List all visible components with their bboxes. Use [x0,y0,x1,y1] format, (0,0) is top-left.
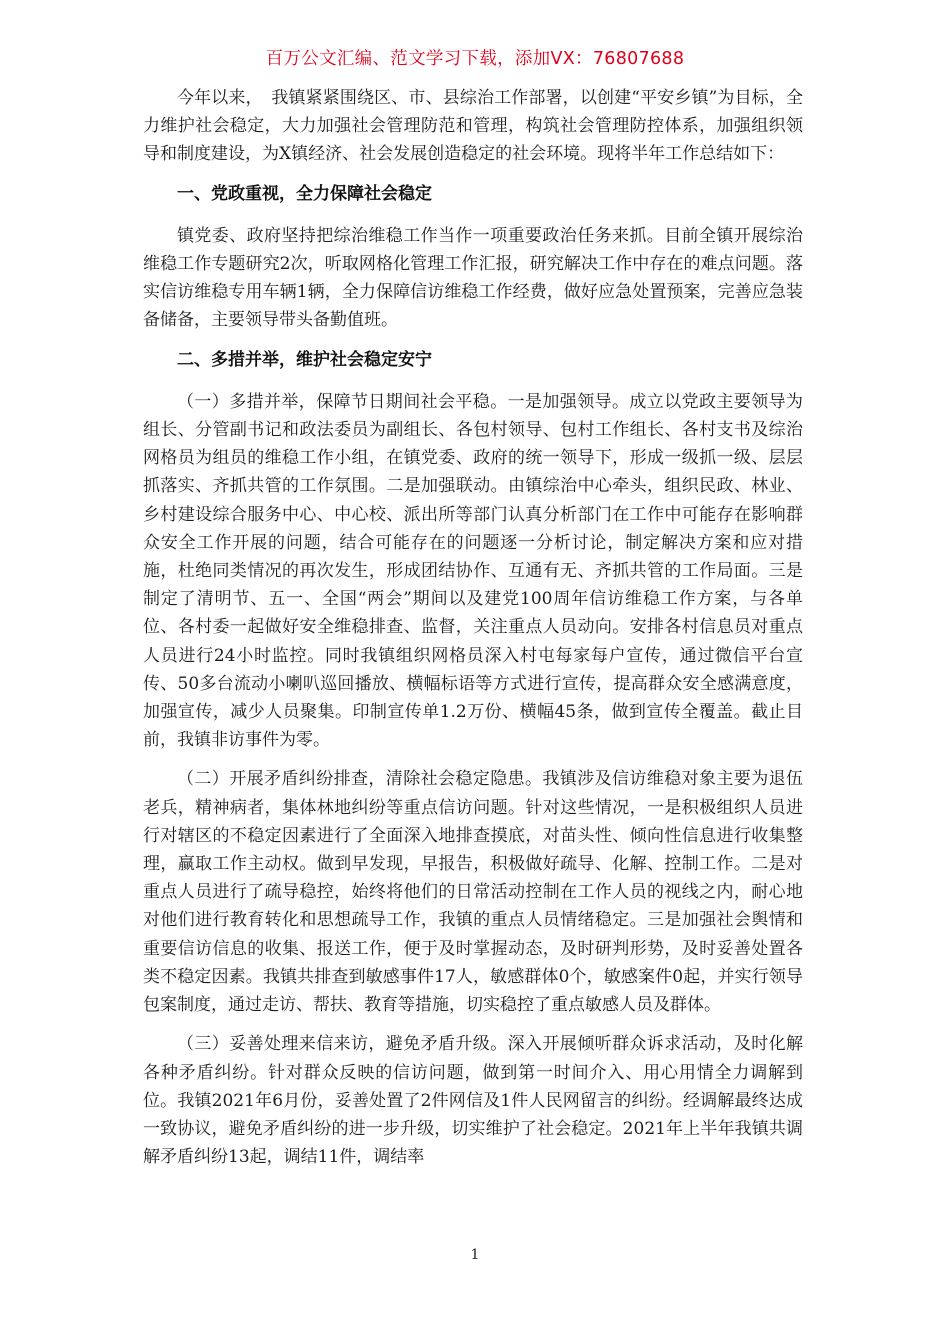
section-2-heading: 二、多措并举，维护社会稳定安宁 [177,349,432,370]
section-2-paragraph-1: （一）多措并举，保障节日期间社会平稳。一是加强领导。成立以党政主要领导为组长、分管副书记和政法委员为副组长、各包村领导、包村工作组长、各村支书及综治网格员为组员的维稳工作小组，在镇党委、政府的统一领导下，形成一级抓一级、层层抓落实、齐抓共管的工作氛围。二是加强联动。由镇综治中心牵头，组织民政、林业、乡村建设综合服务中心、中心校、派出所等部门认真分析部门在工作中可能存在影响群众安全工作开展的问题，结合可能存在的问题逐一分析讨论，制定解决方案和应对措施，杜绝同类情况的再次发生，形成团结协作、互通有无、齐抓共管的工作局面。三是制定了清明节、五一、全国“两会”期间以及建党100周年信访维稳工作方案，与各单位、各村委一起做好安全维稳排查、监督，关注重点人员动向。安排各村信息员对重点人员进行24小时监控。同时我镇组织网格员深入村屯每家每户宣传，通过微信平台宣传、50多台流动小喇叭巡回播放、横幅标语等方式进行宣传，提高群众安全感满意度，加强宣传，减少人员聚集。印制宣传单1.2万份、横幅45条，做到宣传全覆盖。截止目前，我镇非访事件为零。 [143,391,803,751]
section-1-paragraph: 镇党委、政府坚持把综治维稳工作当作一项重要政治任务来抓。目前全镇开展综治维稳工作专题研究2次，听取网格化管理工作汇报，研究解决工作中存在的难点问题。落实信访维稳专用车辆1辆，全力保障信访维稳工作经费，做好应急处置预案，完善应急装备储备，主要领导带头备勤值班。 [143,225,803,331]
page-number: 1 [470,1247,480,1263]
header-banner: 百万公文汇编、范文学习下载，添加VX：76807688 [265,49,685,69]
section-2-paragraph-2: （二）开展矛盾纠纷排查，清除社会稳定隐患。我镇涉及信访维稳对象主要为退伍老兵，精神病者，集体林地纠纷等重点信访问题。针对这些情况，一是积极组织人员进行对辖区的不稳定因素进行了全面深入地排查摸底，对苗头性、倾向性信息进行收集整理，赢取工作主动权。做到早发现，早报告，积极做好疏导、化解、控制工作。二是对重点人员进行了疏导稳控，始终将他们的日常活动控制在工作人员的视线之内，耐心地对他们进行教育转化和思想疏导工作，我镇的重点人员情绪稳定。三是加强社会舆情和重要信访信息的收集、报送工作，便于及时掌握动态，及时研判形势，及时妥善处置各类不稳定因素。我镇共排查到敏感事件17人，敏感群体0个，敏感案件0起，并实行领导包案制度，通过走访、帮扶、教育等措施，切实稳控了重点敏感人员及群体。 [143,769,803,1016]
section-2-paragraph-3: （三）妥善处理来信来访，避免矛盾升级。深入开展倾听群众诉求活动，及时化解各种矛盾纠纷。针对群众反映的信访问题，做到第一时间介入、用心用情全力调解到位。我镇2021年6月份，妥善处置了2件网信及1件人民网留言的纠纷。经调解最终达成一致协议，避免矛盾纠纷的进一步升级，切实维护了社会稳定。2021年上半年我镇共调解矛盾纠纷13起，调结11件，调结率 [143,1034,803,1168]
intro-paragraph: 今年以来， 我镇紧紧围绕区、市、县综治工作部署，以创建“平安乡镇”为目标，全力维护社会稳定，大力加强社会管理防范和管理，构筑社会管理防控体系，加强组织领导和制度建设，为X镇经济、社会发展创造稳定的社会环境。现将半年工作总结如下： [143,88,803,165]
document-body [143,84,803,1182]
section-1-heading: 一、党政重视，全力保障社会稳定 [177,183,432,204]
